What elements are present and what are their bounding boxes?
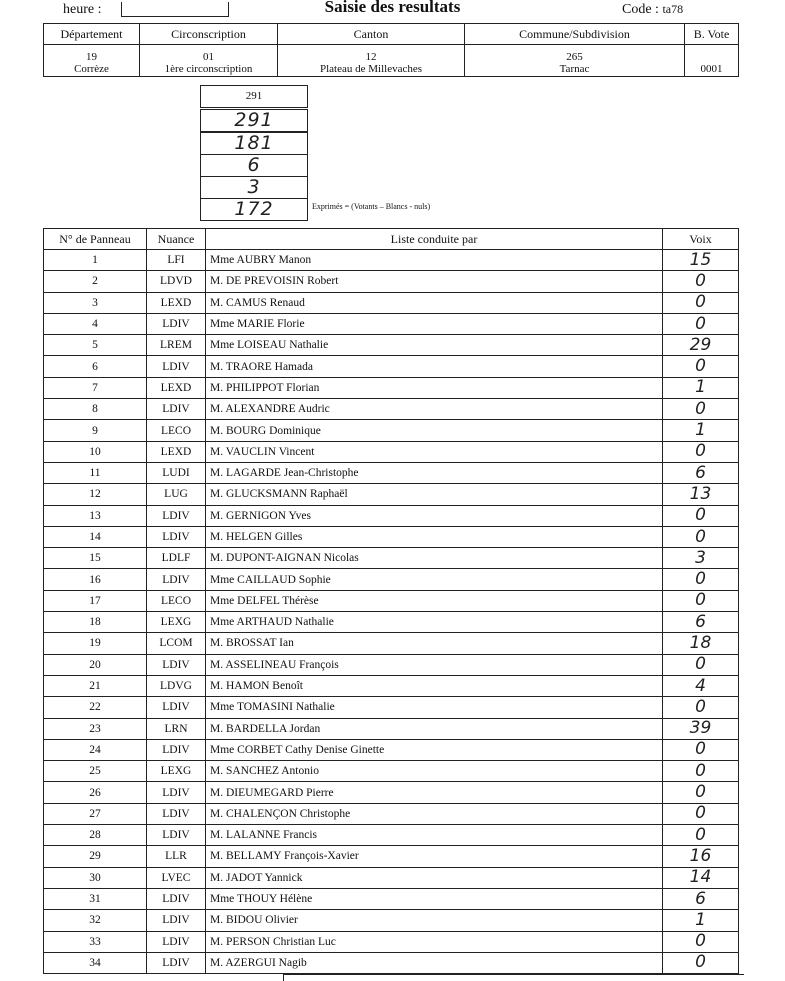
exprimes-field[interactable]: 172 <box>200 198 308 221</box>
panneau-number: 27 <box>44 803 147 824</box>
commune-name: Tarnac <box>559 63 590 75</box>
voix-field[interactable]: 0 <box>663 761 739 782</box>
panneau-number: 5 <box>44 335 147 356</box>
results-table <box>43 228 739 974</box>
table-row <box>44 250 739 271</box>
panneau-number: 12 <box>44 484 147 505</box>
stat-votants <box>0 132 310 154</box>
liste-name: M. GLUCKSMANN Raphaël <box>206 484 663 505</box>
code-label <box>622 2 683 18</box>
table-row <box>44 335 739 356</box>
nuance-code: LUG <box>147 484 206 505</box>
canton-code: 12 <box>365 51 377 63</box>
nuance-code: LEXD <box>147 441 206 462</box>
liste-name: M. GERNIGON Yves <box>206 505 663 526</box>
panneau-number: 32 <box>44 910 147 931</box>
table-row <box>44 633 739 654</box>
voix-field[interactable]: 0 <box>663 505 739 526</box>
header-commune: Commune/Subdivision <box>465 24 685 45</box>
panneau-number: 22 <box>44 697 147 718</box>
header-voix: Voix <box>663 229 739 250</box>
table-row <box>44 612 739 633</box>
voix-field[interactable]: 6 <box>663 462 739 483</box>
voix-field[interactable]: 0 <box>663 399 739 420</box>
header-canton: Canton <box>278 24 465 45</box>
header-circonscription: Circonscription <box>140 24 278 45</box>
heure-label: heure : <box>63 2 102 17</box>
table-row <box>44 590 739 611</box>
voix-field[interactable]: 0 <box>663 931 739 952</box>
blancs-field[interactable]: 6 <box>200 154 308 177</box>
circonscription-cell <box>140 45 278 77</box>
liste-name: M. BOURG Dominique <box>206 420 663 441</box>
panneau-number: 34 <box>44 952 147 973</box>
liste-name: M. BARDELLA Jordan <box>206 718 663 739</box>
exprimes-formula: Exprimés = (Votants – Blancs - nuls) <box>312 202 431 211</box>
nuance-code: LFI <box>147 250 206 271</box>
voix-field[interactable]: 39 <box>663 718 739 739</box>
table-row <box>44 675 739 696</box>
table-row <box>44 654 739 675</box>
nuance-code: LECO <box>147 590 206 611</box>
liste-name: M. VAUCLIN Vincent <box>206 441 663 462</box>
panneau-number: 6 <box>44 356 147 377</box>
liste-name: M. ASSELINEAU François <box>206 654 663 675</box>
liste-name: M. SANCHEZ Antonio <box>206 761 663 782</box>
canton-name: Plateau de Millevaches <box>319 63 423 75</box>
panneau-number: 21 <box>44 675 147 696</box>
nuance-code: LDIV <box>147 739 206 760</box>
voix-field[interactable]: 0 <box>663 590 739 611</box>
header-bvote: B. Vote <box>685 24 739 45</box>
inscrits-prevus-value: 291 <box>200 85 308 108</box>
liste-name: M. PHILIPPOT Florian <box>206 377 663 398</box>
liste-name: M. HAMON Benoît <box>206 675 663 696</box>
table-row <box>44 888 739 909</box>
panneau-number: 7 <box>44 377 147 398</box>
panneau-number: 2 <box>44 271 147 292</box>
table-row <box>44 420 739 441</box>
liste-name: Mme ARTHAUD Nathalie <box>206 612 663 633</box>
voix-field[interactable]: 4 <box>663 675 739 696</box>
panneau-number: 24 <box>44 739 147 760</box>
nuance-code: LDIV <box>147 931 206 952</box>
nuance-code: LDIV <box>147 825 206 846</box>
liste-name: Mme CORBET Cathy Denise Ginette <box>206 739 663 760</box>
table-row <box>44 292 739 313</box>
nuance-code: LREM <box>147 335 206 356</box>
voix-field[interactable]: 0 <box>663 739 739 760</box>
table-row <box>44 505 739 526</box>
table-row <box>44 399 739 420</box>
table-row <box>44 867 739 888</box>
header-nuance: Nuance <box>147 229 206 250</box>
nuance-code: LUDI <box>147 462 206 483</box>
table-row <box>44 803 739 824</box>
voix-field[interactable]: 18 <box>663 633 739 654</box>
bvote-cell <box>685 45 739 77</box>
voix-field[interactable]: 6 <box>663 612 739 633</box>
liste-name: M. JADOT Yannick <box>206 867 663 888</box>
voix-field[interactable]: 0 <box>663 292 739 313</box>
table-row <box>44 484 739 505</box>
nuance-code: LDIV <box>147 782 206 803</box>
nuance-code: LDIV <box>147 697 206 718</box>
canton-cell <box>278 45 465 77</box>
panneau-number: 11 <box>44 462 147 483</box>
voix-field[interactable]: 13 <box>663 484 739 505</box>
table-row <box>44 739 739 760</box>
stat-inscrits <box>0 109 310 131</box>
panneau-number: 8 <box>44 399 147 420</box>
liste-name: Mme CAILLAUD Sophie <box>206 569 663 590</box>
panneau-number: 13 <box>44 505 147 526</box>
nuance-code: LEXG <box>147 761 206 782</box>
table-row <box>44 952 739 973</box>
panneau-number: 26 <box>44 782 147 803</box>
panneau-number: 33 <box>44 931 147 952</box>
liste-name: M. BIDOU Olivier <box>206 910 663 931</box>
table-row <box>44 441 739 462</box>
table-row <box>44 782 739 803</box>
table-row <box>44 846 739 867</box>
panneau-number: 18 <box>44 612 147 633</box>
table-row <box>44 271 739 292</box>
voix-field[interactable]: 16 <box>663 846 739 867</box>
table-row <box>44 377 739 398</box>
results-body <box>44 250 739 974</box>
nuance-code: LEXD <box>147 292 206 313</box>
stat-exprimes <box>0 198 310 220</box>
departement-code: 19 <box>86 51 97 63</box>
page-title: Saisie des resultats <box>324 0 461 16</box>
liste-name: M. TRAORE Hamada <box>206 356 663 377</box>
table-row <box>44 569 739 590</box>
bvote-value: 0001 <box>700 63 723 75</box>
liste-name: M. LALANNE Francis <box>206 825 663 846</box>
panneau-number: 17 <box>44 590 147 611</box>
panneau-number: 14 <box>44 526 147 547</box>
voix-field[interactable]: 0 <box>663 782 739 803</box>
panneau-number: 9 <box>44 420 147 441</box>
liste-name: M. BELLAMY François-Xavier <box>206 846 663 867</box>
code-value: ta78 <box>662 2 684 16</box>
liste-name: M. CHALENÇON Christophe <box>206 803 663 824</box>
liste-name: M. HELGEN Gilles <box>206 526 663 547</box>
departement-cell <box>44 45 140 77</box>
nuance-code: LDVD <box>147 271 206 292</box>
nuance-code: LDIV <box>147 399 206 420</box>
departement-name: Corrèze <box>74 63 109 75</box>
voix-field[interactable]: 0 <box>663 803 739 824</box>
commune-cell <box>465 45 685 77</box>
table-row <box>44 548 739 569</box>
table-row <box>44 761 739 782</box>
nuance-code: LDIV <box>147 888 206 909</box>
header-liste: Liste conduite par <box>206 229 663 250</box>
panneau-number: 16 <box>44 569 147 590</box>
code-label-text: Code : <box>622 2 659 17</box>
nuance-code: LDIV <box>147 952 206 973</box>
panneau-number: 10 <box>44 441 147 462</box>
panneau-number: 15 <box>44 548 147 569</box>
liste-name: Mme TOMASINI Nathalie <box>206 697 663 718</box>
nuance-code: LDIV <box>147 505 206 526</box>
liste-name: M. PERSON Christian Luc <box>206 931 663 952</box>
stat-inscrits-prevus <box>0 85 310 107</box>
nuance-code: LDIV <box>147 569 206 590</box>
voix-field[interactable]: 29 <box>663 335 739 356</box>
voix-field[interactable]: 0 <box>663 271 739 292</box>
nuance-code: LVEC <box>147 867 206 888</box>
panneau-number: 23 <box>44 718 147 739</box>
table-row <box>44 910 739 931</box>
header-panneau: N° de Panneau <box>44 229 147 250</box>
voix-field[interactable]: 3 <box>663 548 739 569</box>
inscrits-field[interactable]: 291 <box>200 109 308 132</box>
panneau-number: 19 <box>44 633 147 654</box>
liste-name: M. CAMUS Renaud <box>206 292 663 313</box>
nuance-code: LDIV <box>147 356 206 377</box>
panneau-number: 4 <box>44 313 147 334</box>
voix-field[interactable]: 0 <box>663 526 739 547</box>
nuance-code: LDVG <box>147 675 206 696</box>
table-row <box>44 356 739 377</box>
table-row <box>44 718 739 739</box>
liste-name: M. AZERGUI Nagib <box>206 952 663 973</box>
voix-field[interactable]: 0 <box>663 825 739 846</box>
voix-field[interactable]: 1 <box>663 910 739 931</box>
liste-name: M. DIEUMEGARD Pierre <box>206 782 663 803</box>
nuance-code: LCOM <box>147 633 206 654</box>
voix-field[interactable]: 1 <box>663 377 739 398</box>
voix-field[interactable]: 0 <box>663 441 739 462</box>
table-row <box>44 825 739 846</box>
nuance-code: LLR <box>147 846 206 867</box>
voix-field[interactable]: 14 <box>663 867 739 888</box>
location-table <box>43 23 739 77</box>
voix-field[interactable]: 6 <box>663 888 739 909</box>
table-row <box>44 313 739 334</box>
circonscription-code: 01 <box>203 51 214 63</box>
voix-field[interactable]: 1 <box>663 420 739 441</box>
liste-name: Mme LOISEAU Nathalie <box>206 335 663 356</box>
liste-name: Mme DELFEL Thérèse <box>206 590 663 611</box>
liste-name: Mme THOUY Hélène <box>206 888 663 909</box>
liste-name: Mme MARIE Florie <box>206 313 663 334</box>
table-row <box>44 526 739 547</box>
panneau-number: 3 <box>44 292 147 313</box>
voix-field[interactable]: 15 <box>663 250 739 271</box>
liste-name: M. DUPONT-AIGNAN Nicolas <box>206 548 663 569</box>
circonscription-name: 1ère circonscription <box>164 63 253 75</box>
nuance-code: LDIV <box>147 803 206 824</box>
nuance-code: LECO <box>147 420 206 441</box>
voix-field[interactable]: 0 <box>663 697 739 718</box>
nuls-field[interactable]: 3 <box>200 176 308 199</box>
table-row <box>44 462 739 483</box>
voix-field[interactable]: 0 <box>663 356 739 377</box>
panneau-number: 1 <box>44 250 147 271</box>
table-row <box>44 697 739 718</box>
voix-field[interactable]: 0 <box>663 654 739 675</box>
stat-blancs <box>0 154 310 176</box>
stat-nuls <box>0 176 310 198</box>
panneau-number: 28 <box>44 825 147 846</box>
nuance-code: LRN <box>147 718 206 739</box>
table-row <box>44 931 739 952</box>
nuance-code: LDIV <box>147 313 206 334</box>
nuance-code: LEXG <box>147 612 206 633</box>
liste-name: M. DE PREVOISIN Robert <box>206 271 663 292</box>
panneau-number: 20 <box>44 654 147 675</box>
liste-name: Mme AUBRY Manon <box>206 250 663 271</box>
votants-field[interactable]: 181 <box>200 132 308 155</box>
panneau-number: 29 <box>44 846 147 867</box>
panneau-number: 25 <box>44 761 147 782</box>
liste-name: M. ALEXANDRE Audric <box>206 399 663 420</box>
voix-field[interactable]: 0 <box>663 569 739 590</box>
voix-field[interactable]: 0 <box>663 952 739 973</box>
nuance-code: LDIV <box>147 910 206 931</box>
nuance-code: LDLF <box>147 548 206 569</box>
panneau-number: 30 <box>44 867 147 888</box>
liste-name: M. LAGARDE Jean-Christophe <box>206 462 663 483</box>
nuance-code: LEXD <box>147 377 206 398</box>
commune-code: 265 <box>566 51 583 63</box>
nuance-code: LDIV <box>147 654 206 675</box>
nuance-code: LDIV <box>147 526 206 547</box>
panneau-number: 31 <box>44 888 147 909</box>
liste-name: M. BROSSAT Ian <box>206 633 663 654</box>
voix-field[interactable]: 0 <box>663 313 739 334</box>
header-departement: Département <box>44 24 140 45</box>
